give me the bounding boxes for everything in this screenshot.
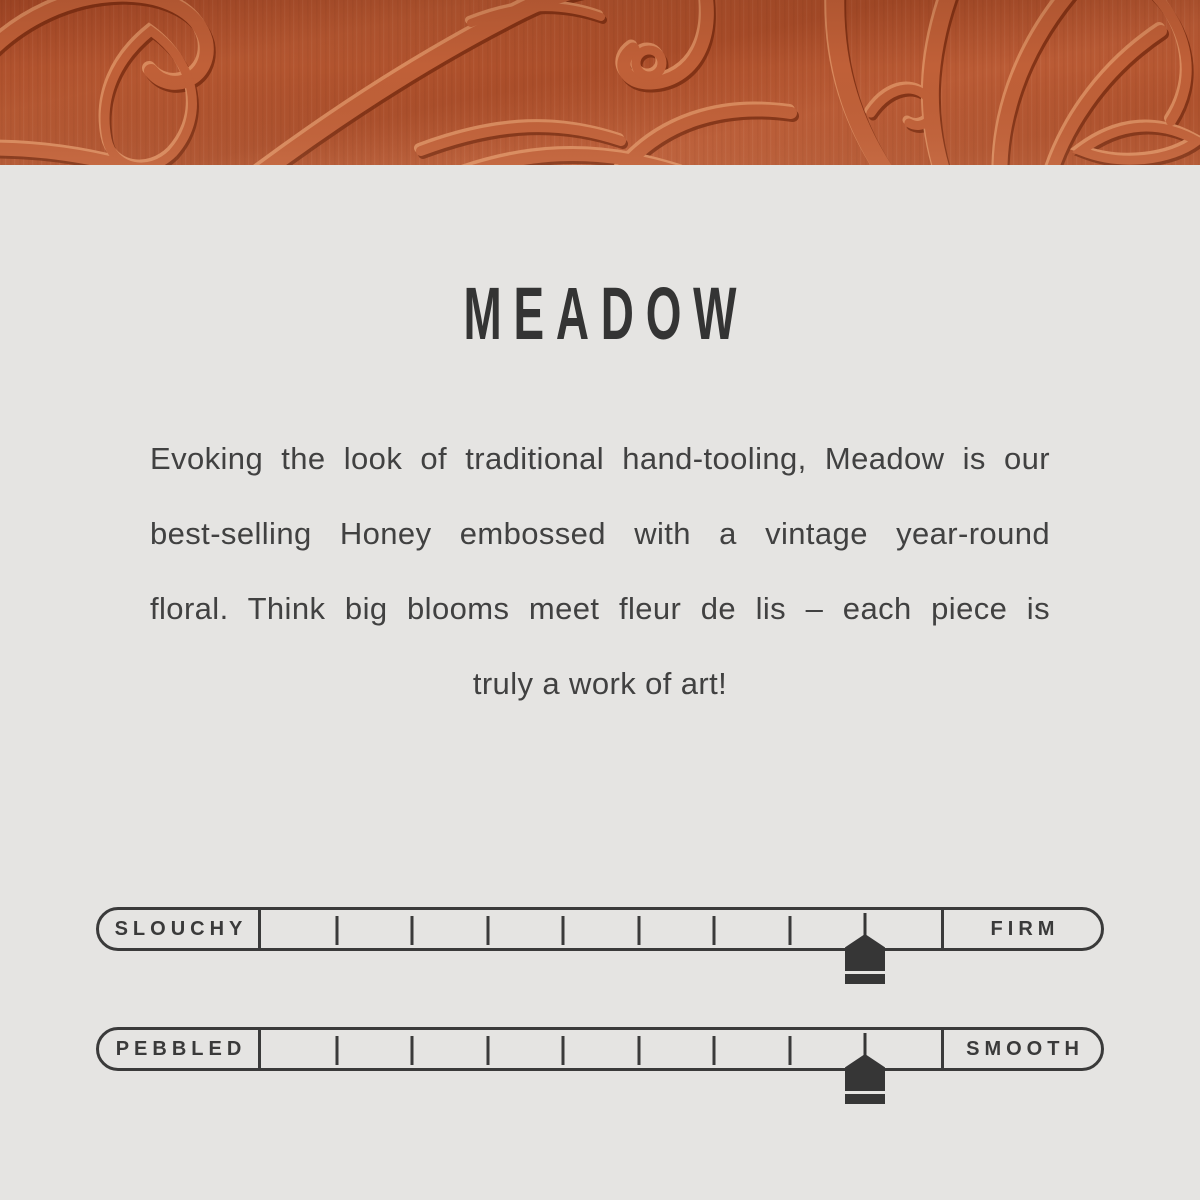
structure-scale-slider bbox=[96, 907, 1104, 951]
tick bbox=[562, 916, 565, 945]
description-line: truly a work of art! bbox=[472, 666, 728, 701]
description-line: best-selling Honey embossed with a vintage year-round bbox=[150, 516, 1050, 551]
marker-head bbox=[845, 1054, 885, 1091]
marker-head bbox=[845, 934, 885, 971]
tick bbox=[789, 916, 792, 945]
tick bbox=[638, 1036, 641, 1065]
tick bbox=[638, 916, 641, 945]
tick bbox=[411, 1036, 414, 1065]
leather-banner-image bbox=[0, 0, 1200, 165]
tick bbox=[562, 1036, 565, 1065]
tick bbox=[487, 916, 490, 945]
tick bbox=[411, 916, 414, 945]
tick bbox=[336, 1036, 339, 1065]
marker-bar bbox=[845, 974, 885, 984]
slider-right-label: FIRM bbox=[941, 910, 1101, 948]
product-description bbox=[150, 421, 1050, 721]
slider-left-label: SLOUCHY bbox=[99, 910, 261, 948]
marker-bar bbox=[845, 1094, 885, 1104]
slider-right-label: SMOOTH bbox=[941, 1030, 1101, 1068]
texture-scale-slider bbox=[96, 1027, 1104, 1071]
page-title: MEADOW bbox=[463, 272, 749, 355]
tick bbox=[789, 1036, 792, 1065]
tick bbox=[713, 1036, 716, 1065]
embossed-leather-texture bbox=[0, 0, 1200, 165]
description-line: floral. Think big blooms meet fleur de lis – each piece is bbox=[150, 591, 1050, 626]
slider-left-label: PEBBLED bbox=[99, 1030, 261, 1068]
tick bbox=[336, 916, 339, 945]
slider-marker[interactable] bbox=[845, 913, 885, 982]
tick bbox=[487, 1036, 490, 1065]
tick bbox=[713, 916, 716, 945]
description-line: Evoking the look of traditional hand-tooling, Meadow is our bbox=[150, 441, 1050, 476]
slider-marker[interactable] bbox=[845, 1033, 885, 1102]
